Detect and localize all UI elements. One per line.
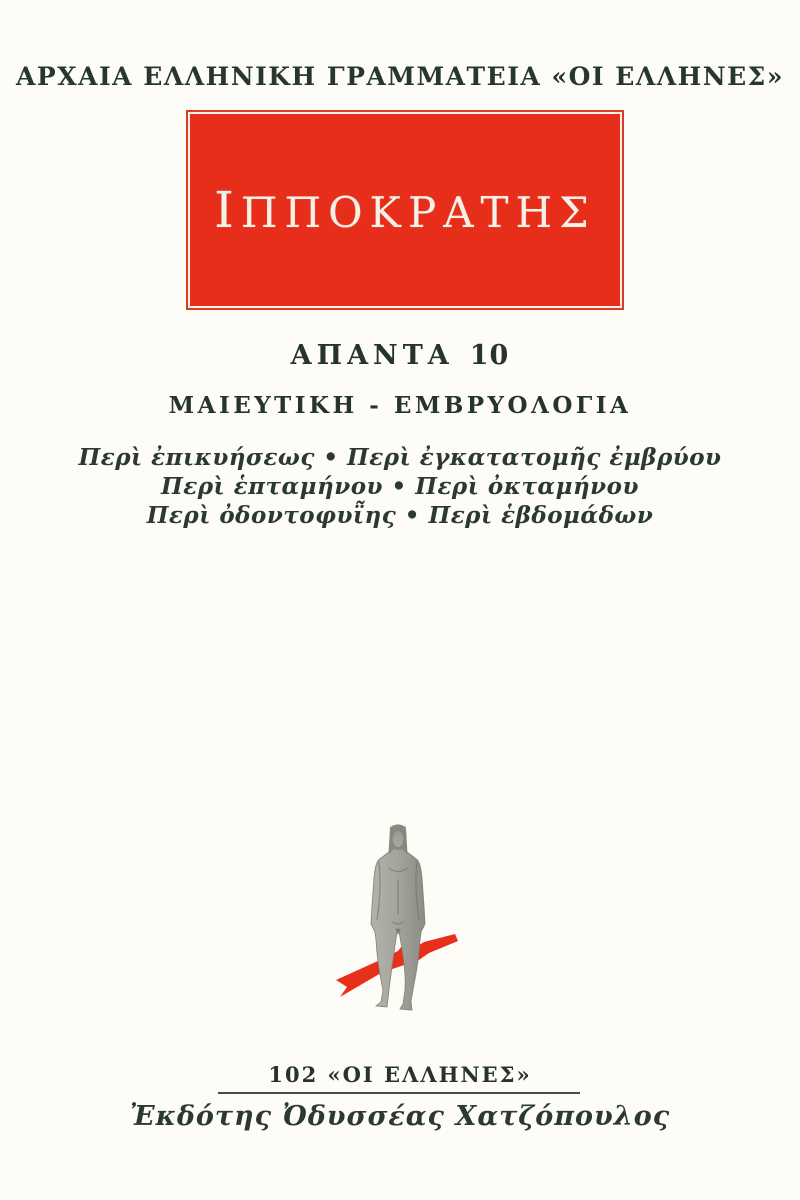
- work-line-2: Περὶ ἑπταμήνου • Περὶ ὀκταμήνου: [161, 473, 639, 500]
- author-title-box: [188, 112, 622, 308]
- kouros-statue-icon: [310, 818, 490, 1018]
- work-line-1: Περὶ ἐπικυήσεως • Περὶ ἐγκατατομῆς ἐμβρύου: [78, 444, 722, 471]
- statue-body: [371, 825, 425, 1010]
- author-name: ΙΠΠΟΚΡΑΤΗΣ: [214, 181, 596, 239]
- publisher-logo: [310, 818, 490, 1018]
- works-list: [0, 443, 800, 530]
- volume-number: 10: [469, 340, 510, 371]
- volume-line: [0, 340, 800, 371]
- subtitle: ΜΑΙΕΥΤΙΚΗ - ΕΜΒΡΥΟΛΟΓΙΑ: [168, 392, 632, 419]
- publisher-name: Ἐκδότης Ὀδυσσέας Χατζόπουλος: [129, 1101, 671, 1132]
- divider-rule: [218, 1092, 580, 1094]
- volume-label: ΑΠΑΝΤΑ: [290, 340, 454, 371]
- work-line-3: Περὶ ὀδοντοφυῗης • Περὶ ἑβδομάδων: [146, 502, 654, 529]
- series-number: 102 «ΟΙ ΕΛΛΗΝΕΣ»: [268, 1062, 532, 1087]
- statue-face: [393, 831, 403, 847]
- red-brushstroke-icon: [336, 932, 458, 997]
- series-title: ΑΡΧΑΙΑ ΕΛΛΗΝΙΚΗ ΓΡΑΜΜΑΤΕΙΑ «ΟΙ ΕΛΛΗΝΕΣ»: [16, 62, 784, 91]
